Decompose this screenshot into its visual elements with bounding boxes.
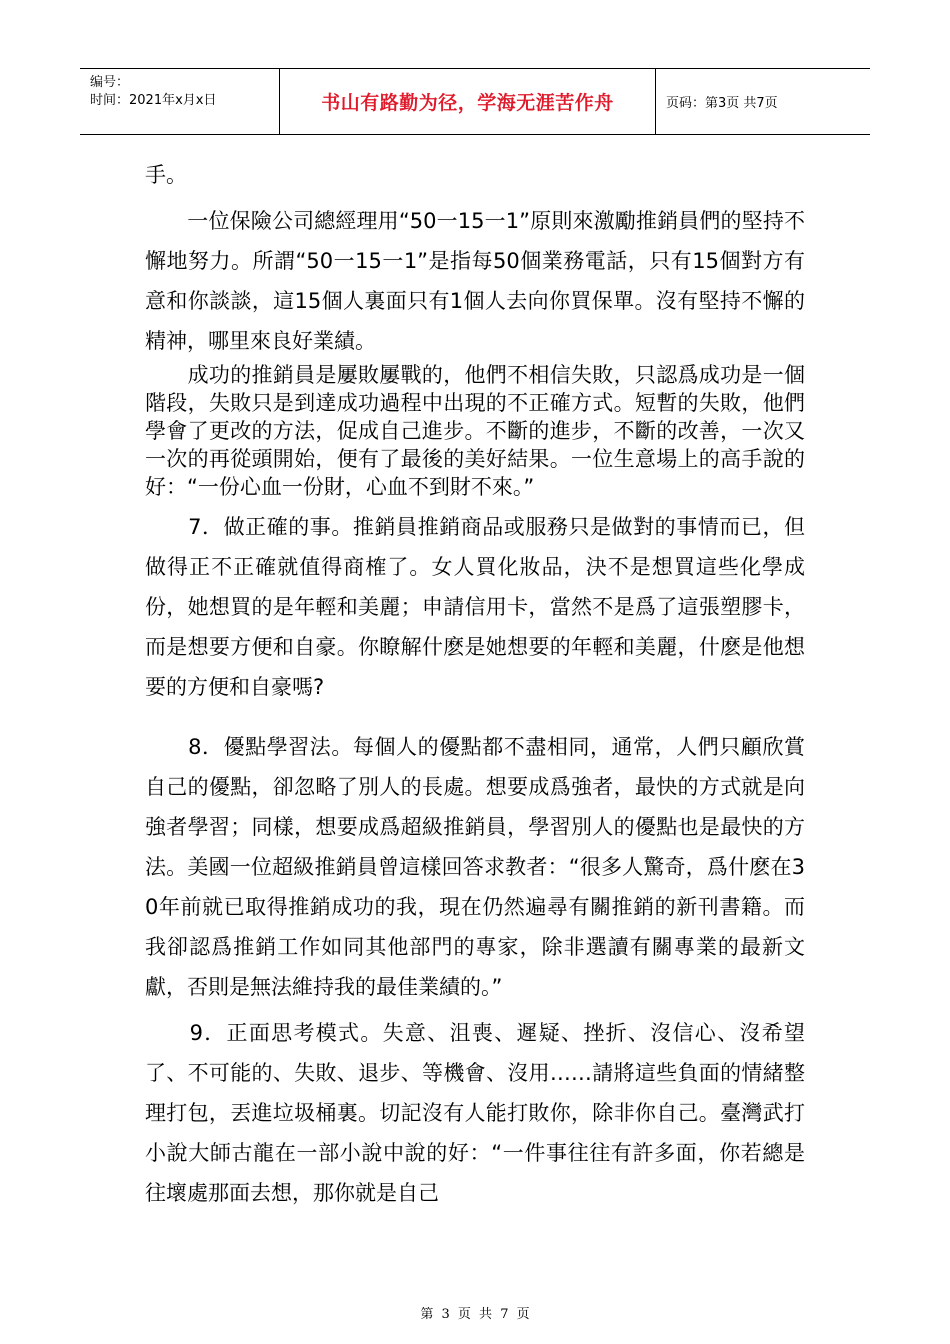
header-motto: 书山有路勤为径，学海无涯苦作舟 [280, 69, 656, 134]
document-header [80, 68, 870, 135]
body-paragraph-continuation: 手。 [145, 163, 187, 187]
body-paragraph-point-9: 9．正面思考模式。失意、沮喪、遲疑、挫折、沒信心、沒希望了、不可能的、失敗、退步、等機會、沒用……請將這些負面的情緒整理打包，丟進垃圾桶裏。切記沒有人能打敗你，除非你自己。臺灣武打小說大師古龍在一部小說中說的好：“一件事往往有許多面，你若總是往壞處那面去想，那你就是自己 [145, 1021, 805, 1205]
document-date: 时间：2021年x月x日 [90, 93, 217, 108]
body-paragraph-point-7: 7．做正確的事。推銷員推銷商品或服務只是做對的事情而已，但做得正不正確就值得商榷了。女人買化妝品，決不是想買這些化學成份，她想買的是年輕和美麗；申請信用卡，當然不是爲了這張塑膠卡，而是想要方便和自豪。你瞭解什麽是她想要的年輕和美麗，什麽是他想要的方便和自豪嗎? [145, 515, 805, 699]
body-paragraph-insurance: 一位保險公司總經理用“50一15一1”原則來激勵推銷員們的堅持不懈地努力。所謂“50一15一1”是指每50個業務電話，只有15個對方有意和你談談，這15個人裏面只有1個人去向你買保單。沒有堅持不懈的精神，哪里來良好業績。 [145, 209, 805, 353]
header-page-number: 页码：第3页 共7页 [666, 96, 778, 111]
document-number-label: 编号： [90, 75, 130, 90]
document-body [145, 155, 805, 1213]
page-footer: 第 3 页 共 7 页 [420, 1307, 530, 1322]
body-paragraph-persistence: 成功的推銷員是屢敗屢戰的，他們不相信失敗，只認爲成功是一個階段，失敗只是到達成功過程中出現的不正確方式。短暫的失敗，他們學會了更改的方法，促成自己進步。不斷的進步，不斷的改善，一次又一次的再從頭開始，便有了最後的美好結果。一位生意場上的高手說的好：“一份心血一份財，心血不到財不來。” [145, 363, 805, 499]
body-paragraph-point-8: 8．優點學習法。每個人的優點都不盡相同，通常，人們只顧欣賞自己的優點，卻忽略了別人的長處。想要成爲強者，最快的方式就是向強者學習；同樣，想要成爲超級推銷員，學習別人的優點也是最快的方法。美國一位超級推銷員曾這樣回答求教者：“很多人驚奇，爲什麽在30年前就已取得推銷成功的我，現在仍然遍尋有關推銷的新刊書籍。而我卻認爲推銷工作如同其他部門的專家，除非選讀有關專業的最新文獻，否則是無法維持我的最佳業績的。” [145, 735, 805, 999]
header-meta [80, 69, 280, 134]
